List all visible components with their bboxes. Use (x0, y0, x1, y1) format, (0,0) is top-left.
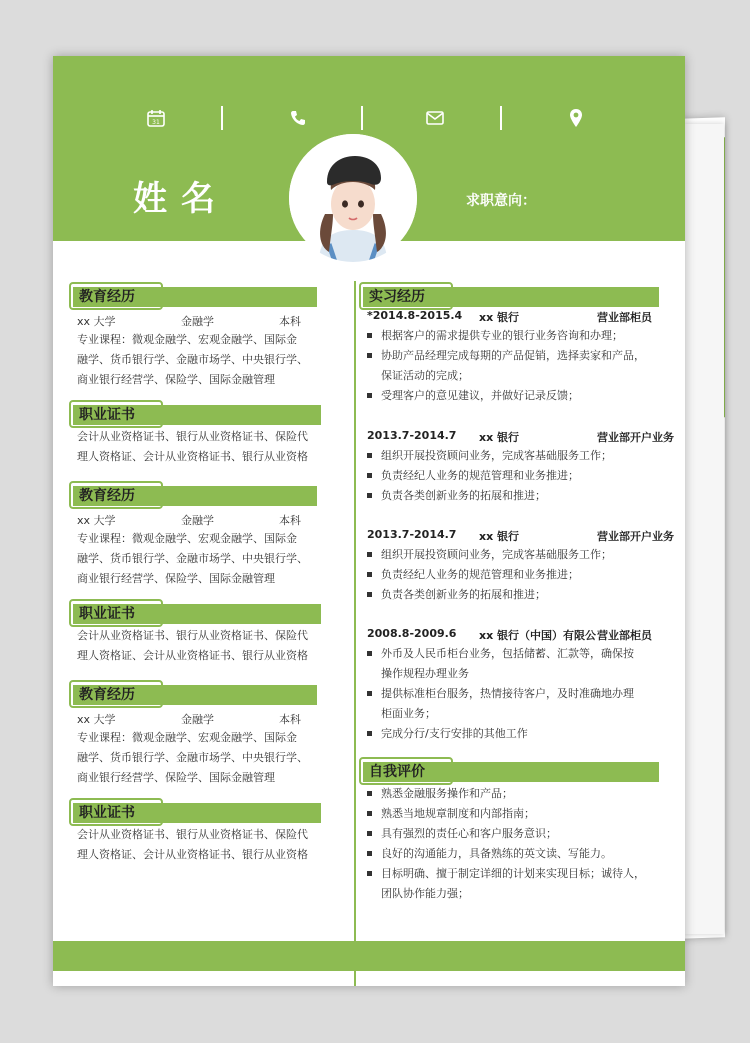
job-bullet (367, 568, 667, 581)
course-line: 专业课程：微观金融学、宏观金融学、国际金 (77, 731, 297, 744)
bullet-dot (367, 493, 372, 498)
self-eval-bullet (367, 827, 667, 840)
job-bullet-text: 外币及人民币柜台业务，包括储蓄、汇款等，确保按 (381, 647, 634, 660)
bullet-dot (367, 791, 372, 796)
certificate-section-title (73, 803, 321, 823)
job-bullet (367, 687, 667, 700)
education-section-title (73, 486, 317, 506)
bullet-dot (367, 691, 372, 696)
course-line: 融学、货币银行学、金融市场学、中央银行学、 (77, 751, 308, 764)
bullet-dot (367, 393, 372, 398)
bullet-dot (367, 572, 372, 577)
course-line: 商业银行经营学、保险学、国际金融管理 (77, 771, 275, 784)
job-bullet-text: 完成分行/支行安排的其他工作 (381, 727, 528, 740)
bullet-dot (367, 453, 372, 458)
bullet-dot (367, 831, 372, 836)
job-bullet (367, 727, 667, 740)
calendar-icon (146, 108, 166, 128)
bullet-dot (367, 473, 372, 478)
section-title-text: 教育经历 (79, 488, 135, 504)
certificate-line: 理人资格证、会计从业资格证书、银行从业资格 (77, 649, 308, 662)
course-line: 融学、货币银行学、金融市场学、中央银行学、 (77, 353, 308, 366)
job-position: 营业部柜员 (597, 311, 652, 324)
job-bullet (367, 449, 667, 462)
job-date: 2008.8-2009.6 (367, 627, 457, 640)
job-bullet-text: 负责经纪人业务的规范管理和业务推进； (381, 469, 579, 482)
job-header (367, 309, 667, 322)
job-header (367, 627, 667, 640)
job-intent-label: 求职意向： (466, 193, 536, 209)
self-eval-bullet (367, 847, 667, 860)
bullet-dot (367, 651, 372, 656)
certificate-line: 会计从业资格证书、银行从业资格证书、保险代 (77, 629, 308, 642)
self-eval-bullet (367, 887, 667, 900)
job-company: xx 银行 (479, 530, 520, 543)
candidate-name: 姓名 (133, 179, 229, 219)
bullet-dot (367, 592, 372, 597)
certificate-line: 理人资格证、会计从业资格证书、银行从业资格 (77, 450, 308, 463)
section-title-text: 职业证书 (79, 606, 135, 622)
section-title-text: 职业证书 (79, 805, 135, 821)
course-line: 专业课程：微观金融学、宏观金融学、国际金 (77, 333, 297, 346)
education-row (77, 313, 317, 326)
job-position: 营业部开户业务 (597, 431, 674, 444)
job-bullet (367, 548, 667, 561)
section-title-text: 教育经历 (79, 687, 135, 703)
job-bullet-text: 组织开展投资顾问业务，完成客基础服务工作； (381, 548, 612, 561)
certificate-line: 会计从业资格证书、银行从业资格证书、保险代 (77, 430, 308, 443)
certificate-section-title (73, 604, 321, 624)
internship-section-title (363, 287, 659, 307)
self-eval-text: 熟悉当地规章制度和内部指南； (381, 807, 535, 820)
section-title-text: 职业证书 (79, 407, 135, 423)
bullet-dot (367, 871, 372, 876)
mail-icon (425, 108, 445, 128)
bullet-dot (367, 851, 372, 856)
job-bullet (367, 667, 667, 680)
bullet-dot (367, 552, 372, 557)
school-name: xx 大学 (77, 514, 116, 527)
job-bullet-text: 柜面业务； (381, 707, 436, 720)
calendar-day: 31 (152, 119, 160, 126)
education-section-title (73, 287, 317, 307)
contact-row (53, 106, 685, 132)
bullet-dot (367, 731, 372, 736)
job-bullet-text: 操作规程办理业务 (381, 667, 469, 680)
degree-name: 本科 (279, 514, 301, 527)
self-eval-text: 熟悉金融服务操作和产品； (381, 787, 513, 800)
job-bullet-text: 受理客户的意见建议，并做好记录反馈； (381, 389, 579, 402)
self-eval-text: 具有强烈的责任心和客户服务意识； (381, 827, 557, 840)
self-eval-bullet (367, 867, 667, 880)
school-name: xx 大学 (77, 713, 116, 726)
major-name: 金融学 (181, 315, 214, 328)
school-name: xx 大学 (77, 315, 116, 328)
course-line: 融学、货币银行学、金融市场学、中央银行学、 (77, 552, 308, 565)
job-position: 营业部柜员 (597, 629, 652, 642)
self-eval-bullet (367, 787, 667, 800)
avatar (289, 134, 417, 262)
job-bullet-text: 协助产品经理完成每期的产品促销，选择卖家和产品， (381, 349, 645, 362)
course-line: 商业银行经营学、保险学、国际金融管理 (77, 572, 275, 585)
job-header (367, 429, 674, 444)
certificate-line: 理人资格证、会计从业资格证书、银行从业资格 (77, 848, 308, 861)
self-evaluation-section-title (363, 762, 659, 782)
phone-icon (288, 108, 308, 128)
job-date: 2013.7-2014.7 (367, 429, 457, 442)
self-eval-text: 良好的沟通能力，具备熟练的英文读、写能力。 (381, 847, 612, 860)
certificate-line: 会计从业资格证书、银行从业资格证书、保险代 (77, 828, 308, 841)
job-bullet (367, 389, 667, 402)
job-company: xx 银行（中国）有限公 (479, 629, 597, 642)
job-company: xx 银行 (479, 311, 520, 324)
job-bullet (367, 647, 667, 660)
course-line: 专业课程：微观金融学、宏观金融学、国际金 (77, 532, 297, 545)
section-title-text: 实习经历 (369, 289, 425, 305)
contact-separator (361, 106, 363, 130)
job-position: 营业部开户业务 (597, 530, 674, 543)
education-section-title (73, 685, 317, 705)
job-bullet-text: 组织开展投资顾问业务，完成客基础服务工作； (381, 449, 612, 462)
course-line: 商业银行经营学、保险学、国际金融管理 (77, 373, 275, 386)
major-name: 金融学 (181, 514, 214, 527)
self-eval-bullet (367, 807, 667, 820)
certificate-section-title (73, 405, 321, 425)
job-bullet-text: 根据客户的需求提供专业的银行业务咨询和办理； (381, 329, 623, 342)
column-divider (354, 281, 356, 986)
section-title-text: 教育经历 (79, 289, 135, 305)
job-bullet-text: 负责经纪人业务的规范管理和业务推进； (381, 568, 579, 581)
contact-separator (500, 106, 502, 130)
footer-band (53, 941, 685, 971)
self-eval-text: 目标明确、擅于制定详细的计划来实现目标；诚待人， (381, 867, 645, 880)
job-bullet-text: 负责各类创新业务的拓展和推进； (381, 489, 546, 502)
bullet-dot (367, 353, 372, 358)
avatar-illustration (289, 134, 417, 262)
job-bullet (367, 707, 667, 720)
job-header (367, 528, 674, 543)
job-bullet-text: 提供标准柜台服务，热情接待客户，及时准确地办理 (381, 687, 634, 700)
section-title-text: 自我评价 (369, 764, 425, 780)
job-bullet (367, 349, 667, 362)
degree-name: 本科 (279, 713, 301, 726)
resume-page (53, 56, 685, 986)
job-date: *2014.8-2015.4 (367, 309, 463, 322)
job-bullet-text: 负责各类创新业务的拓展和推进； (381, 588, 546, 601)
contact-separator (221, 106, 223, 130)
job-bullet (367, 369, 667, 382)
job-company: xx 银行 (479, 431, 520, 444)
job-bullet (367, 588, 667, 601)
major-name: 金融学 (181, 713, 214, 726)
education-row (77, 711, 317, 724)
job-bullet-text: 保证活动的完成； (381, 369, 469, 382)
bullet-dot (367, 333, 372, 338)
location-icon (566, 108, 586, 128)
job-bullet (367, 329, 667, 342)
bullet-dot (367, 811, 372, 816)
job-bullet (367, 469, 667, 482)
self-eval-text: 团队协作能力强； (381, 887, 469, 900)
job-date: 2013.7-2014.7 (367, 528, 457, 541)
degree-name: 本科 (279, 315, 301, 328)
back-sheet-shadow (684, 124, 724, 934)
job-bullet (367, 489, 667, 502)
education-row (77, 512, 317, 525)
